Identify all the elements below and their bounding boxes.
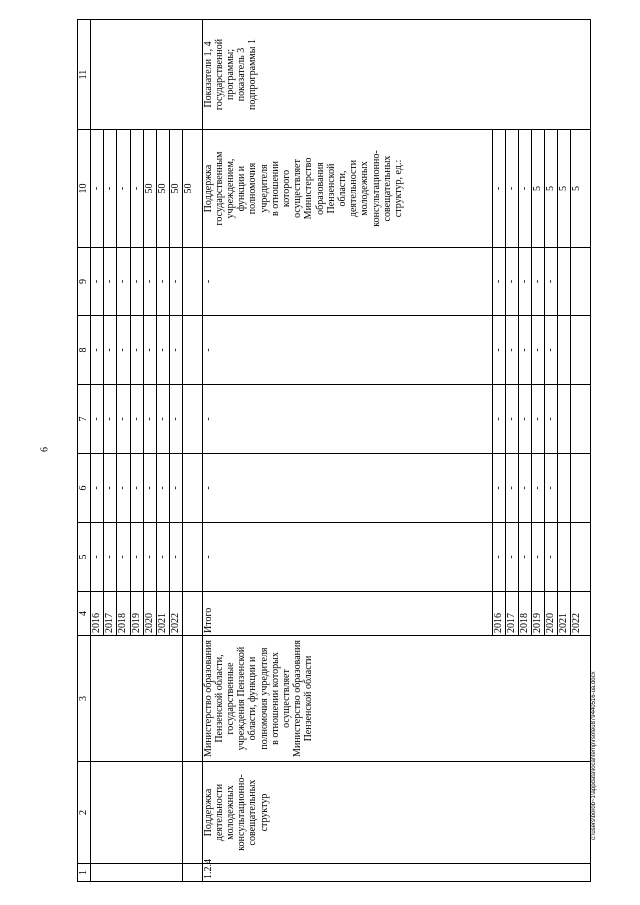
- value-cell: -: [202, 248, 492, 316]
- value-cell: -: [169, 454, 182, 523]
- year-cell: 2022: [169, 592, 182, 636]
- table-row: [202, 20, 492, 882]
- value-cell: -: [545, 316, 558, 385]
- value-cell: -: [156, 316, 169, 385]
- value-cell: -: [518, 248, 531, 316]
- value-cell: -: [169, 316, 182, 385]
- col-header-8: 8: [78, 316, 91, 385]
- value-cell: -: [531, 316, 544, 385]
- indicator-value-cell: 5: [558, 130, 571, 248]
- year-cell: 2016: [492, 592, 505, 636]
- year-cell: 2018: [117, 592, 130, 636]
- year-cell: 2019: [531, 592, 544, 636]
- value-cell: -: [169, 248, 182, 316]
- value-cell: -: [505, 523, 518, 592]
- rotated-table-container: [77, 20, 591, 882]
- col-header-7: 7: [78, 385, 91, 454]
- program-measures-table: [77, 19, 591, 882]
- value-cell: -: [104, 523, 117, 592]
- value-cell: [558, 248, 571, 316]
- year-cell: 2021: [558, 592, 571, 636]
- value-cell: -: [156, 523, 169, 592]
- column-number-row: [78, 20, 91, 882]
- value-cell: -: [91, 316, 104, 385]
- value-cell: [558, 316, 571, 385]
- year-cell: 2018: [518, 592, 531, 636]
- value-cell: -: [91, 523, 104, 592]
- page-number: 6: [39, 447, 51, 452]
- indicator-value-cell: -: [492, 130, 505, 248]
- year-cell: 2016: [91, 592, 104, 636]
- value-cell: -: [130, 454, 143, 523]
- value-cell: -: [130, 248, 143, 316]
- value-cell: -: [143, 385, 156, 454]
- year-cell: 2020: [545, 592, 558, 636]
- value-cell: -: [505, 248, 518, 316]
- value-cell: -: [531, 454, 544, 523]
- value-cell: -: [104, 454, 117, 523]
- indicator-value-cell: -: [91, 130, 104, 248]
- indicator-value-cell: 50: [156, 130, 169, 248]
- col-header-3: 3: [78, 636, 91, 762]
- links-cell: [91, 20, 202, 130]
- number-cell: [91, 864, 183, 882]
- indicator-value-cell: 50: [169, 130, 182, 248]
- value-cell: -: [143, 454, 156, 523]
- value-cell: -: [492, 523, 505, 592]
- value-cell: -: [156, 454, 169, 523]
- year-cell: 2020: [143, 592, 156, 636]
- value-cell: -: [545, 523, 558, 592]
- col-header-5: 5: [78, 523, 91, 592]
- value-cell: -: [505, 385, 518, 454]
- value-cell: [183, 523, 202, 592]
- year-cell: [183, 592, 202, 636]
- total-label: Итого: [202, 592, 492, 636]
- value-cell: -: [156, 248, 169, 316]
- table-row: [183, 20, 202, 882]
- measure-name-cell: [91, 762, 183, 864]
- value-cell: -: [169, 523, 182, 592]
- value-cell: -: [518, 385, 531, 454]
- value-cell: [571, 316, 591, 385]
- value-cell: -: [518, 454, 531, 523]
- col-header-9: 9: [78, 248, 91, 316]
- col-header-4: 4: [78, 592, 91, 636]
- col-header-6: 6: [78, 454, 91, 523]
- value-cell: -: [202, 385, 492, 454]
- indicator-value-cell: 5: [545, 130, 558, 248]
- value-cell: -: [91, 454, 104, 523]
- value-cell: [571, 385, 591, 454]
- measure-name: Поддержка деятельности молодежных консультационно- совещательных структур: [202, 762, 590, 864]
- value-cell: -: [117, 523, 130, 592]
- table-row: [91, 20, 104, 882]
- col-header-11: 11: [78, 20, 91, 130]
- indicator-value-cell: -: [130, 130, 143, 248]
- year-cell: 2017: [104, 592, 117, 636]
- file-path-footer: c:\users\borob~1\appdata\local\temp\rsoteu879440516-ua.docх: [591, 671, 597, 840]
- value-cell: -: [492, 316, 505, 385]
- value-cell: -: [117, 454, 130, 523]
- value-cell: -: [143, 248, 156, 316]
- indicator-value-cell: -: [104, 130, 117, 248]
- indicator-value-cell: -: [117, 130, 130, 248]
- value-cell: -: [202, 454, 492, 523]
- value-cell: -: [104, 316, 117, 385]
- value-cell: [183, 248, 202, 316]
- value-cell: -: [130, 316, 143, 385]
- value-cell: -: [518, 316, 531, 385]
- value-cell: -: [545, 454, 558, 523]
- col-header-2: 2: [78, 762, 91, 864]
- value-cell: -: [143, 316, 156, 385]
- measure-executor: Министерство образования Пензенской области, государственные учреждения Пензенской области, функции и полномочия учредителя в отношении которых осуществляет Министерство образования Пензенской области: [202, 636, 590, 762]
- value-cell: [558, 454, 571, 523]
- year-cell: 2017: [505, 592, 518, 636]
- year-cell: 2022: [571, 592, 591, 636]
- value-cell: -: [531, 385, 544, 454]
- value-cell: [558, 385, 571, 454]
- executor-cell: [183, 636, 202, 762]
- indicator-value-cell: 50: [143, 130, 156, 248]
- value-cell: -: [531, 248, 544, 316]
- value-cell: [571, 523, 591, 592]
- col-header-10: 10: [78, 130, 91, 248]
- value-cell: -: [104, 385, 117, 454]
- value-cell: -: [117, 316, 130, 385]
- value-cell: -: [143, 523, 156, 592]
- value-cell: -: [518, 523, 531, 592]
- number-cell: [183, 864, 202, 882]
- value-cell: -: [202, 316, 492, 385]
- col-header-1: 1: [78, 864, 91, 882]
- indicator-value-cell: -: [505, 130, 518, 248]
- measure-number: 1.2.4: [202, 864, 590, 882]
- value-cell: -: [130, 385, 143, 454]
- year-cell: 2021: [156, 592, 169, 636]
- value-cell: -: [545, 385, 558, 454]
- value-cell: -: [531, 523, 544, 592]
- value-cell: [183, 385, 202, 454]
- value-cell: [183, 454, 202, 523]
- value-cell: -: [91, 385, 104, 454]
- value-cell: [571, 248, 591, 316]
- indicator-value-cell: 50: [183, 130, 202, 248]
- value-cell: -: [202, 523, 492, 592]
- value-cell: -: [130, 523, 143, 592]
- executor-cell: [91, 636, 183, 762]
- value-cell: -: [492, 385, 505, 454]
- value-cell: -: [117, 248, 130, 316]
- value-cell: -: [545, 248, 558, 316]
- indicator-value-cell: -: [518, 130, 531, 248]
- value-cell: -: [505, 316, 518, 385]
- value-cell: -: [91, 248, 104, 316]
- indicator-value-cell: 5: [531, 130, 544, 248]
- measure-name-cell: [183, 762, 202, 864]
- value-cell: -: [505, 454, 518, 523]
- value-cell: [183, 316, 202, 385]
- indicator-value-cell: 5: [571, 130, 591, 248]
- value-cell: -: [169, 385, 182, 454]
- value-cell: -: [492, 454, 505, 523]
- value-cell: [571, 454, 591, 523]
- value-cell: -: [492, 248, 505, 316]
- value-cell: [558, 523, 571, 592]
- value-cell: -: [104, 248, 117, 316]
- value-cell: -: [156, 385, 169, 454]
- value-cell: -: [117, 385, 130, 454]
- program-links: Показатели 1, 4 государственной программы; показатель 3 подпрограммы 1: [202, 20, 590, 130]
- year-cell: 2019: [130, 592, 143, 636]
- indicator-description: Поддержка государственным учреждением, функции и полномочия учредителя в отношении которого осуществляет Министерство образования Пензенской области, деятельности молодежных консультационно- совещательных структур, ед.:: [202, 130, 492, 248]
